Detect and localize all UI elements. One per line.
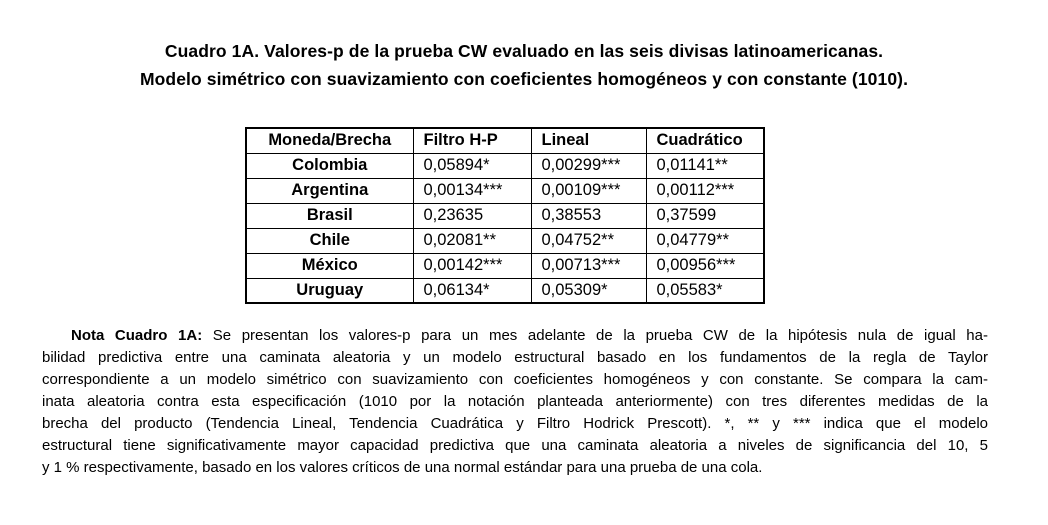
pvalue-cell: 0,00142*** (413, 253, 531, 278)
pvalue-cell: 0,05894* (413, 153, 531, 178)
table-title (0, 37, 1048, 93)
pvalue-cell: 0,00109*** (531, 178, 646, 203)
table-header-row (246, 128, 764, 153)
table-title-line2: Modelo simétrico con suavizamiento con coeficientes homogéneos y con constante (1010). (139, 69, 909, 89)
pvalue-cell: 0,00713*** (531, 253, 646, 278)
pvalue-cell: 0,00112*** (646, 178, 764, 203)
pvalue-cell: 0,01141** (646, 153, 764, 178)
pvalue-cell: 0,23635 (413, 203, 531, 228)
table-row-mexico (246, 253, 764, 278)
table-row-brasil (246, 203, 764, 228)
table-row-argentina (246, 178, 764, 203)
note-line-1-text: Se presentan los valores-p para un mes adelante de la prueba CW de la hipótesis nula de igual ha- (212, 327, 988, 344)
pvalue-cell: 0,00299*** (531, 153, 646, 178)
table-row-chile (246, 228, 764, 253)
column-header-lineal: Lineal (531, 128, 646, 153)
table-note (42, 325, 988, 479)
table-row-uruguay (246, 278, 764, 303)
column-header-cuadratico: Cuadrático (646, 128, 764, 153)
country-cell: Argentina (246, 178, 413, 203)
note-line-1 (42, 325, 988, 347)
pvalue-cell: 0,04752** (531, 228, 646, 253)
pvalue-cell: 0,05583* (646, 278, 764, 303)
pvalue-cell: 0,05309* (531, 278, 646, 303)
pvalue-cell: 0,06134* (413, 278, 531, 303)
note-line-3: correspondiente a un modelo simétrico con suavizamiento con coeficientes homogéneos y con constante. Se compara la cam- (42, 371, 988, 388)
country-cell: México (246, 253, 413, 278)
pvalue-cell: 0,00134*** (413, 178, 531, 203)
country-cell: Colombia (246, 153, 413, 178)
note-line-7: y 1 % respectivamente, basado en los valores críticos de una normal estándar para una prueba de una cola. (42, 459, 763, 476)
table-title-line1: Cuadro 1A. Valores-p de la prueba CW evaluado en las seis divisas latinoamericanas. (164, 41, 884, 61)
table-row-colombia (246, 153, 764, 178)
note-line-2: bilidad predictiva entre una caminata aleatoria y un modelo estructural basado en los fundamentos de la regla de Taylor (42, 349, 988, 366)
note-line-4: inata aleatoria contra esta especificación (1010 por la notación planteada anteriormente) con tres diferentes medidas de la (42, 393, 988, 410)
pvalue-cell: 0,00956*** (646, 253, 764, 278)
pvalue-cell: 0,02081** (413, 228, 531, 253)
country-cell: Brasil (246, 203, 413, 228)
note-label: Nota Cuadro 1A: (71, 327, 203, 344)
pvalue-cell: 0,04779** (646, 228, 764, 253)
country-cell: Uruguay (246, 278, 413, 303)
pvalues-table (245, 127, 765, 304)
note-line-6: estructural tiene significativamente mayor capacidad predictiva que una caminata aleatoria a niveles de significancia del 10, 5 (42, 437, 988, 454)
pvalue-cell: 0,38553 (531, 203, 646, 228)
column-header-filtro-hp: Filtro H-P (413, 128, 531, 153)
country-cell: Chile (246, 228, 413, 253)
note-line-5: brecha del producto (Tendencia Lineal, Tendencia Cuadrática y Filtro Hodrick Prescott). *, ** y *** indica que el modelo (42, 415, 988, 432)
pvalue-cell: 0,37599 (646, 203, 764, 228)
column-header-moneda-brecha: Moneda/Brecha (246, 128, 413, 153)
